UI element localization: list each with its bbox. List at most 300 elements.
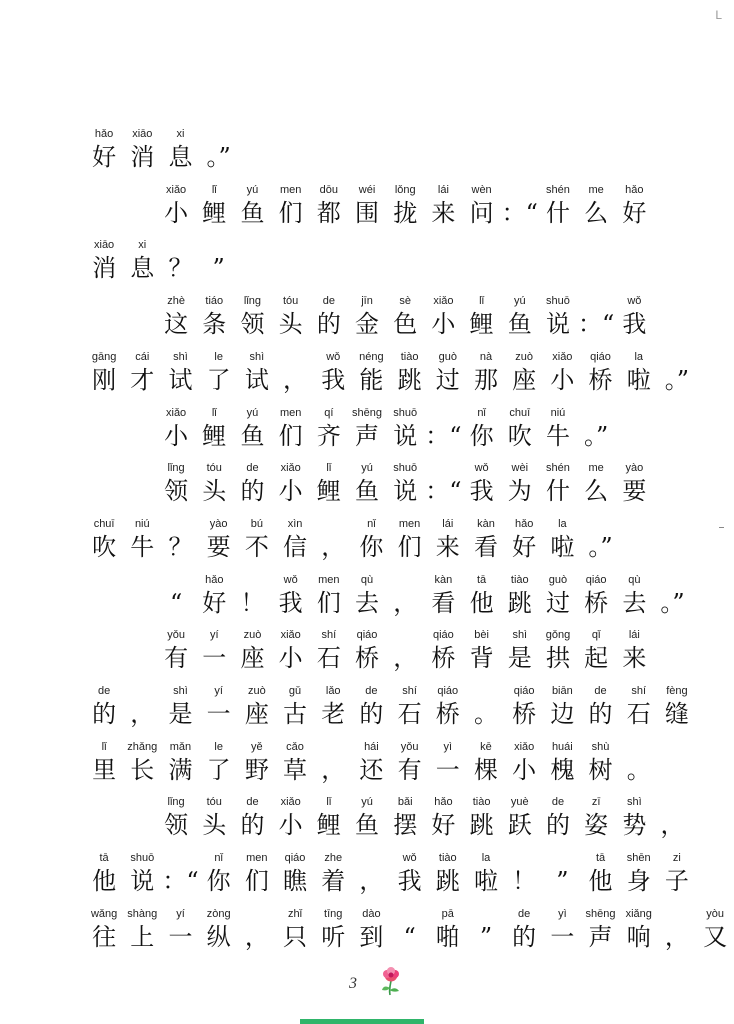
hanzi: ：“ <box>425 421 462 450</box>
pinyin: shuō <box>130 852 155 865</box>
hanzi: 声 <box>355 421 380 450</box>
character-unit <box>463 628 501 674</box>
character-unit <box>157 628 195 674</box>
text-line <box>85 907 734 953</box>
hanzi: 么 <box>584 477 609 506</box>
pinyin: tiào <box>510 573 529 586</box>
hanzi: 的 <box>512 922 537 951</box>
pinyin: tīng <box>324 907 343 920</box>
hanzi: 小 <box>164 198 189 227</box>
hanzi: 吹 <box>507 421 532 450</box>
pinyin: tā <box>99 852 109 865</box>
character-unit <box>314 517 352 563</box>
pinyin: lǐ <box>479 295 485 308</box>
pinyin: lǐng <box>243 295 262 308</box>
hanzi: ， <box>321 755 346 784</box>
pinyin: bèi <box>474 629 489 642</box>
character-unit <box>85 740 123 786</box>
hanzi: 头 <box>202 811 227 840</box>
character-unit <box>348 461 386 507</box>
character-unit <box>424 294 462 340</box>
pinyin: shēng <box>352 406 383 419</box>
character-unit <box>233 406 271 452</box>
pinyin: lái <box>437 183 449 196</box>
character-unit <box>85 127 123 173</box>
pinyin: lǐ <box>211 406 217 419</box>
hanzi: 来 <box>622 644 647 673</box>
pinyin: mǎn <box>169 740 192 753</box>
hanzi: 鱼 <box>240 421 265 450</box>
character-unit <box>620 350 658 396</box>
character-unit <box>386 183 424 229</box>
hanzi: 看 <box>473 532 498 561</box>
hanzi: 刚 <box>92 365 117 394</box>
hanzi: 的 <box>240 811 265 840</box>
hanzi: ！ <box>240 588 265 617</box>
pinyin: le <box>214 350 223 363</box>
hanzi: ， <box>660 811 685 840</box>
hanzi: 们 <box>316 588 341 617</box>
character-unit <box>543 350 581 396</box>
pinyin: wèi <box>511 462 529 475</box>
pinyin: men <box>279 406 302 419</box>
character-unit <box>348 294 386 340</box>
hanzi: 啦 <box>550 532 575 561</box>
pinyin: qí <box>324 406 334 419</box>
text-line <box>85 684 696 730</box>
pinyin: hǎo <box>434 796 453 809</box>
hanzi: 小 <box>164 421 189 450</box>
hanzi: 是 <box>507 644 532 673</box>
pinyin: zhǎng <box>127 740 158 753</box>
hanzi: ， <box>359 867 384 896</box>
text-line <box>157 461 653 507</box>
pinyin: tóu <box>283 295 299 308</box>
pinyin: me <box>588 183 604 196</box>
hanzi: 们 <box>397 532 422 561</box>
pinyin: de <box>594 685 607 697</box>
pinyin: tóu <box>206 462 222 475</box>
character-unit <box>272 628 310 674</box>
pinyin: shù <box>591 740 610 753</box>
pinyin: me <box>588 462 604 475</box>
character-unit <box>539 573 577 619</box>
hanzi: 消 <box>92 254 117 283</box>
character-unit <box>581 517 619 563</box>
character-unit <box>501 573 539 619</box>
hanzi: 什 <box>545 198 570 227</box>
character-unit <box>501 461 539 507</box>
character-unit <box>463 406 501 452</box>
pinyin: yuè <box>510 796 529 809</box>
character-unit <box>543 740 581 786</box>
hanzi: 什 <box>545 477 570 506</box>
pinyin: xi <box>176 128 185 140</box>
pinyin: yǒu <box>400 740 419 753</box>
character-unit <box>467 350 505 396</box>
pinyin: qiáo <box>433 629 454 642</box>
character-unit <box>314 684 352 730</box>
character-unit <box>161 350 199 396</box>
pinyin: zi <box>672 852 681 865</box>
pinyin: kàn <box>477 517 495 530</box>
text-line <box>85 127 238 173</box>
hanzi: 围 <box>355 198 380 227</box>
hanzi: 好 <box>92 143 117 171</box>
character-unit <box>195 628 233 674</box>
character-unit <box>352 740 390 786</box>
hanzi: 啦 <box>473 867 498 896</box>
hanzi: 跳 <box>397 365 422 394</box>
pinyin: shí <box>402 685 417 697</box>
character-unit <box>581 851 619 897</box>
hanzi: 子 <box>664 867 689 896</box>
hanzi: 一 <box>550 922 575 951</box>
hanzi: 座 <box>240 644 265 673</box>
pinyin: xìn <box>287 517 303 530</box>
character-unit <box>429 517 467 563</box>
pinyin: kàn <box>434 573 453 586</box>
hanzi: 吹 <box>92 532 117 561</box>
pinyin: shì <box>627 796 642 809</box>
hanzi: 去 <box>622 588 647 617</box>
character-unit <box>233 183 271 229</box>
text-line <box>85 851 696 897</box>
hanzi: 齐 <box>316 421 341 450</box>
pinyin: qiáo <box>590 350 611 363</box>
hanzi: 过 <box>545 588 570 617</box>
hanzi: 声 <box>588 922 613 951</box>
pinyin: gǔ <box>288 685 302 697</box>
character-unit <box>543 517 581 563</box>
hanzi: 才 <box>130 365 155 394</box>
hanzi: 跃 <box>507 811 532 840</box>
character-unit <box>85 684 123 730</box>
pinyin: zuò <box>515 350 534 363</box>
pinyin: lǒng <box>394 183 416 196</box>
pinyin: hǎo <box>94 128 114 140</box>
character-unit <box>200 907 238 953</box>
character-unit <box>467 907 505 953</box>
character-unit <box>501 294 539 340</box>
hanzi: 背 <box>469 644 494 673</box>
character-unit <box>348 795 386 841</box>
page-number: 3 <box>349 975 357 992</box>
character-unit <box>581 350 619 396</box>
character-unit <box>658 350 696 396</box>
character-unit <box>276 740 314 786</box>
hanzi: 你 <box>359 532 384 561</box>
character-unit <box>424 183 462 229</box>
character-unit <box>539 294 577 340</box>
hanzi: 去 <box>355 588 380 617</box>
hanzi: 条 <box>202 310 227 339</box>
pinyin: gāng <box>91 350 117 363</box>
character-unit <box>195 461 233 507</box>
hanzi: 小 <box>278 644 303 673</box>
hanzi: 小 <box>278 477 303 506</box>
pinyin: tā <box>595 852 606 865</box>
hanzi: 头 <box>202 477 227 506</box>
character-unit <box>276 350 314 396</box>
hanzi: 桥 <box>512 700 537 728</box>
pinyin: nǐ <box>477 406 486 419</box>
hanzi: 色 <box>393 310 418 339</box>
character-unit <box>238 350 276 396</box>
pinyin: men <box>246 852 268 865</box>
character-unit <box>620 851 658 897</box>
hanzi: 过 <box>435 365 460 394</box>
character-unit <box>577 628 615 674</box>
pinyin: shì <box>173 685 188 697</box>
pinyin: la <box>481 852 491 865</box>
hanzi: 桥 <box>588 365 613 394</box>
pinyin: qù <box>628 573 641 586</box>
pinyin: bú <box>250 517 263 530</box>
character-unit <box>157 183 195 229</box>
reading-progress-bar <box>300 1019 424 1024</box>
pinyin: shí <box>631 685 647 697</box>
pinyin: lǐng <box>167 462 185 475</box>
pinyin: wǎng <box>90 907 118 920</box>
character-unit <box>238 684 276 730</box>
pinyin: bǎi <box>397 796 413 809</box>
hanzi: 身 <box>626 867 651 896</box>
hanzi: 拢 <box>393 198 418 227</box>
hanzi: 好 <box>512 532 537 561</box>
pinyin: men <box>398 517 421 530</box>
pinyin: yú <box>361 462 373 475</box>
hanzi: 野 <box>244 755 269 784</box>
hanzi: 领 <box>164 477 189 506</box>
character-unit <box>314 907 352 953</box>
hanzi: 信 <box>283 532 308 561</box>
hanzi: 们 <box>244 867 269 896</box>
hanzi: 边 <box>550 700 575 728</box>
character-unit <box>615 294 653 340</box>
character-unit <box>123 684 161 730</box>
pinyin: qiáo <box>437 685 459 697</box>
character-unit <box>161 238 199 284</box>
hanzi: 石 <box>397 700 422 728</box>
text-line <box>85 238 238 284</box>
hanzi: 们 <box>278 421 303 450</box>
character-unit <box>467 851 505 897</box>
character-unit <box>467 684 505 730</box>
character-unit <box>391 851 429 897</box>
hanzi: 有 <box>397 755 422 784</box>
character-unit <box>577 795 615 841</box>
character-unit <box>195 406 233 452</box>
hanzi: 。” <box>588 532 613 561</box>
pinyin: shuō <box>393 462 418 475</box>
character-unit <box>276 517 314 563</box>
pinyin: zhè <box>167 295 185 308</box>
hanzi: 响 <box>626 922 651 951</box>
hanzi: 他 <box>92 867 117 896</box>
character-unit <box>195 573 233 619</box>
hanzi: 要 <box>206 532 231 561</box>
character-unit <box>310 795 348 841</box>
hanzi: ” <box>212 254 225 283</box>
hanzi: 一 <box>202 644 227 673</box>
character-unit <box>391 517 429 563</box>
pinyin: jīn <box>361 295 373 308</box>
hanzi: 金 <box>355 310 380 339</box>
character-unit <box>276 684 314 730</box>
pinyin: chuī <box>509 406 531 419</box>
character-unit <box>463 183 501 229</box>
character-unit <box>200 851 238 897</box>
hanzi: “ <box>403 922 416 951</box>
hanzi: ？ <box>168 254 193 283</box>
character-unit <box>429 907 467 953</box>
pinyin: sè <box>399 295 412 308</box>
character-unit <box>463 294 501 340</box>
pinyin: lǐng <box>167 796 185 809</box>
hanzi: ：“ <box>425 477 462 506</box>
pinyin: zuò <box>247 685 266 697</box>
pinyin: lǐ <box>326 796 332 809</box>
character-unit <box>429 350 467 396</box>
character-unit <box>467 517 505 563</box>
character-unit <box>543 684 581 730</box>
pinyin: hǎo <box>205 573 224 586</box>
pinyin: xiǎo <box>433 295 454 308</box>
character-unit <box>276 907 314 953</box>
hanzi: 小 <box>512 755 537 784</box>
character-unit <box>276 851 314 897</box>
hanzi: ， <box>393 588 418 617</box>
pinyin: lái <box>442 517 454 530</box>
pinyin: hǎo <box>514 517 534 530</box>
text-line <box>157 628 653 674</box>
hanzi: 领 <box>164 811 189 840</box>
character-unit <box>85 350 123 396</box>
character-unit <box>658 851 696 897</box>
hanzi: 姿 <box>584 811 609 840</box>
character-unit <box>658 684 696 730</box>
character-unit <box>123 851 161 897</box>
pinyin: dōu <box>319 183 339 196</box>
hanzi: ， <box>130 700 155 728</box>
hanzi: 的 <box>359 700 384 728</box>
character-unit <box>310 406 348 452</box>
hanzi: ， <box>283 365 308 394</box>
pinyin: men <box>318 573 340 586</box>
pinyin: yú <box>246 406 259 419</box>
hanzi: 长 <box>130 755 155 784</box>
hanzi: 桥 <box>431 644 456 673</box>
pinyin: xiāo <box>132 128 153 140</box>
pinyin: niú <box>134 517 150 530</box>
pinyin: dào <box>362 907 381 920</box>
pinyin: zī <box>591 796 601 809</box>
character-unit <box>505 851 543 897</box>
character-unit <box>200 740 238 786</box>
hanzi: 鲤 <box>316 477 341 506</box>
hanzi: 起 <box>584 644 609 673</box>
character-unit <box>157 795 195 841</box>
character-unit <box>539 461 577 507</box>
character-unit <box>272 461 310 507</box>
hanzi: 棵 <box>473 755 498 784</box>
character-unit <box>233 795 271 841</box>
character-unit <box>577 461 615 507</box>
character-unit <box>501 406 539 452</box>
hanzi: 啦 <box>626 365 651 394</box>
character-unit <box>615 573 653 619</box>
character-unit <box>653 573 691 619</box>
character-unit <box>505 740 543 786</box>
pinyin: shuō <box>546 295 570 308</box>
pinyin: tiào <box>400 350 419 363</box>
character-unit <box>577 573 615 619</box>
hanzi: 古 <box>283 700 308 728</box>
pinyin: qiáo <box>284 852 306 865</box>
character-unit <box>123 127 161 173</box>
text-line <box>85 740 658 786</box>
hanzi: 石 <box>316 644 341 673</box>
character-unit <box>391 907 429 953</box>
character-unit <box>123 238 161 284</box>
pinyin: hái <box>364 740 379 753</box>
character-unit <box>653 795 691 841</box>
hanzi: 的 <box>316 310 341 339</box>
hanzi: 鲤 <box>202 198 227 227</box>
character-unit <box>539 628 577 674</box>
character-unit <box>352 851 390 897</box>
character-unit <box>200 517 238 563</box>
text-line <box>157 294 653 340</box>
character-unit <box>577 183 615 229</box>
hanzi: 一 <box>206 700 231 728</box>
pinyin: xiǎo <box>514 740 535 753</box>
pinyin: yì <box>558 907 567 920</box>
pinyin: xiǎo <box>166 406 187 419</box>
pinyin: zuò <box>243 629 262 642</box>
pinyin: xiǎng <box>625 907 652 920</box>
character-unit <box>505 684 543 730</box>
character-unit <box>238 517 276 563</box>
pinyin: yí <box>210 629 219 642</box>
pinyin: nǐ <box>367 517 376 530</box>
pinyin: biān <box>551 685 573 697</box>
pinyin: shì <box>512 629 528 642</box>
pinyin: nà <box>479 350 493 363</box>
character-unit <box>238 740 276 786</box>
character-unit <box>581 740 619 786</box>
hanzi: 座 <box>244 700 269 728</box>
pinyin: guò <box>438 350 457 363</box>
character-unit <box>310 573 348 619</box>
pinyin: zhǐ <box>288 907 303 920</box>
pinyin: tiáo <box>205 295 224 308</box>
hanzi: 的 <box>588 700 613 728</box>
hanzi: 了 <box>206 755 231 784</box>
pinyin: lǐ <box>101 740 107 753</box>
character-unit <box>620 907 658 953</box>
hanzi: ， <box>393 644 418 673</box>
pinyin: yào <box>209 517 228 530</box>
character-unit <box>539 183 577 229</box>
hanzi: 一 <box>435 755 460 784</box>
hanzi: 能 <box>359 365 384 394</box>
hanzi: 石 <box>626 700 651 728</box>
hanzi: 鱼 <box>355 477 380 506</box>
hanzi: 只 <box>283 922 308 951</box>
hanzi: 的 <box>240 477 265 506</box>
